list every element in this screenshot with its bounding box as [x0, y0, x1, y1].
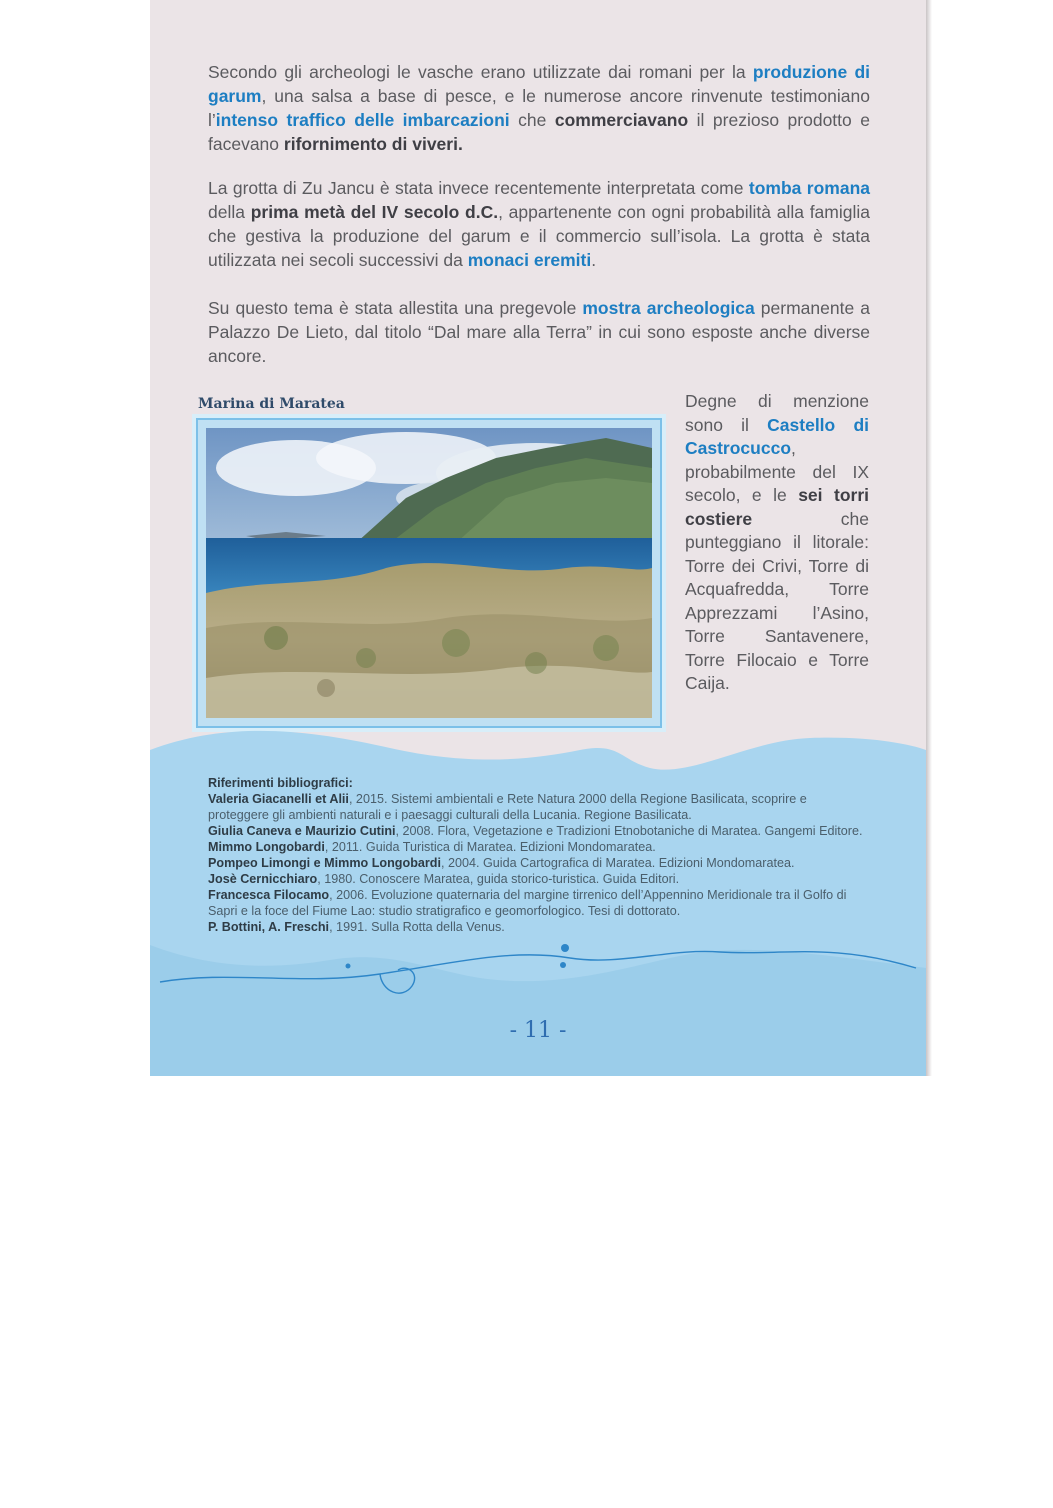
- bold-sei-torri: sei torri costiere: [685, 485, 869, 529]
- reference-author: Mimmo Longobardi: [208, 840, 325, 854]
- text: della: [208, 202, 251, 222]
- reference-item: [208, 871, 870, 887]
- reference-item: [208, 919, 870, 935]
- photo-caption: Marina di Maratea: [198, 396, 345, 412]
- text: Secondo gli archeologi le vasche erano utilizzate dai romani per la: [208, 62, 753, 82]
- bold-rifornimento: rifornimento di viveri.: [283, 134, 463, 154]
- reference-text: , 2015. Sistemi ambientali e Rete Natura 2000 della Regione Basilicata, scoprire e proteggere gli ambienti naturali e i paesaggi culturali della Lucania. Regione Basilicata.: [208, 792, 807, 822]
- bibliography: [208, 775, 870, 935]
- text: .: [591, 250, 597, 270]
- highlight-mostra-archeologica: mostra archeologica: [582, 298, 755, 318]
- bibliography-heading: Riferimenti bibliografici:: [208, 776, 353, 790]
- reference-text: , 2006. Evoluzione quaternaria del margine tirrenico dell’Appennino Meridionale tra il Golfo di Sapri e la foce del Fiume Lao: studio stratigrafico e geomorfologico. Tesi di dottorato.: [208, 888, 847, 918]
- reference-text: , 1991. Sulla Rotta della Venus.: [329, 920, 505, 934]
- reference-item: [208, 855, 870, 871]
- bold-prima-meta: prima metà del IV secolo d.C.: [250, 202, 499, 222]
- reference-text: , 1980. Conoscere Maratea, guida storico-turistica. Guida Editori.: [317, 872, 680, 886]
- text: , una salsa a base di pesce, e le numerose ancore rinvenute testimoniano l’: [208, 86, 870, 130]
- text: , appartenente con ogni probabilità alla famiglia che gestiva la produzione del garum e il commercio sull’isola. La grotta è stata utilizzata nei secoli successivi da: [208, 202, 871, 270]
- text: La grotta di Zu Jancu è stata invece recentemente interpretata come: [208, 178, 749, 198]
- highlight-monaci-eremiti: monaci eremiti: [467, 250, 592, 270]
- text: Su questo tema è stata allestita una pregevole: [208, 298, 583, 318]
- reference-item: [208, 823, 870, 839]
- highlight-produzione-garum: produzione di garum: [208, 62, 870, 106]
- paper-edge-shadow: [926, 0, 932, 1076]
- reference-text: , 2004. Guida Cartografica di Maratea. Edizioni Mondomaratea.: [440, 856, 795, 870]
- bold-commerciavano: commerciavano: [554, 110, 689, 130]
- text: permanente a Palazzo De Lieto, dal titolo “Dal mare alla Terra” in cui sono esposte anche diverse ancore.: [208, 298, 870, 366]
- text: che punteggiano il litorale: Torre dei Crivi, Torre di Acquafredda, Torre Apprezzami l’Asino, Torre Santavenere, Torre Filocaio e Torre Caija.: [685, 508, 869, 693]
- reference-text: , 2011. Guida Turistica di Maratea. Edizioni Mondomaratea.: [324, 840, 656, 854]
- text: il prezioso prodotto e facevano: [208, 110, 870, 154]
- paragraph-castello: [685, 390, 869, 696]
- photo-frame: [196, 418, 662, 728]
- reference-author: P. Bottini, A. Freschi: [208, 920, 330, 934]
- reference-item: [208, 791, 870, 823]
- text: Degne di menzione sono il: [685, 391, 869, 435]
- highlight-tomba-romana: tomba romana: [748, 178, 871, 198]
- reference-author: Pompeo Limongi e Mimmo Longobardi: [208, 856, 441, 870]
- reference-item: [208, 887, 870, 919]
- marina-di-maratea-photo: [206, 428, 652, 718]
- paragraph-garum: [208, 60, 870, 156]
- highlight-castello: Castello di Castrocucco: [685, 414, 869, 458]
- reference-author: Valeria Giacanelli et Alii: [208, 792, 349, 806]
- highlight-intenso-traffico: intenso traffico delle imbarcazioni: [215, 110, 510, 130]
- text: , probabilmente del IX secolo, e le: [685, 438, 869, 505]
- page-number: - 11 -: [509, 1018, 567, 1043]
- reference-author: Josè Cernicchiaro: [208, 872, 318, 886]
- text: che: [509, 110, 555, 130]
- reference-author: Francesca Filocamo: [208, 888, 330, 902]
- reference-text: , 2008. Flora, Vegetazione e Tradizioni Etnobotaniche di Maratea. Gangemi Editore.: [395, 824, 863, 838]
- brochure-page: [150, 0, 926, 1076]
- paragraph-mostra: [208, 296, 870, 368]
- reference-author: Giulia Caneva e Maurizio Cutini: [208, 824, 396, 838]
- paragraph-grotta: [208, 176, 870, 272]
- reference-item: [208, 839, 870, 855]
